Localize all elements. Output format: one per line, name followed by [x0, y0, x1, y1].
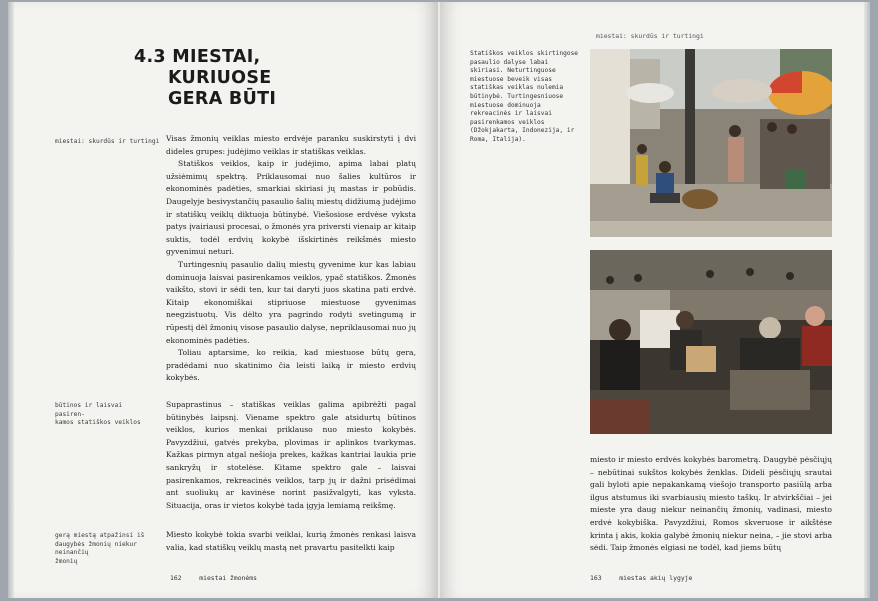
right-page: [440, 2, 870, 598]
left-page: [8, 2, 438, 598]
chapter-title-line: GERA BŪTI: [168, 89, 277, 109]
body-text-block-2: [166, 399, 416, 512]
paragraph: Toliau aptarsime, ko reikia, kad miestuose būtų gera, pradėdami nuo skatinimo čia leisti laiką ir miesto erdvių kokybės.: [166, 348, 416, 383]
side-note-rich-poor: miestai: skurdūs ir turtingi: [55, 138, 160, 145]
paragraph: Visas žmonių veiklas miesto erdvėje paranku suskirstyti į dvi dideles grupes: judėjimo veiklas ir statiškas veiklas.: [166, 134, 416, 156]
footer-label: miestas akių lygyje: [619, 574, 693, 582]
page-footer: [590, 574, 692, 582]
chapter-title: [134, 47, 334, 110]
market-street-photo: [590, 49, 832, 237]
paragraph: Statiškos veiklos, kaip ir judėjimo, apima labai platų užsiėmimų spektrą. Priklausomai nuo šalies kultūros ir ekonominės padėties, smarkiai skiriasi jų mastas ir pobūdis. Daugelyje besivystančių pasaulio šalių miestų didžiumą judėjimo ir statiškų veiklų diktuoja būtinybė. Viešosiose erdvėse vyksta patys įvairiausi procesai, o žmonės yra priversti vienaip ar kitaip suktis, todėl erdvių kokybė išskirtinės reikšmės miesto gyvenimui neturi.: [166, 159, 416, 257]
chapter-title-line: KURIUOSE: [168, 68, 272, 88]
page-footer: [170, 574, 257, 582]
side-note-good-city: gerą miestą atpažinsi iš daugybės žmonių niekur neinančių žmonių: [55, 532, 145, 565]
paragraph: Supaprastinus – statiškas veiklas galima apibrėžti pagal būtinybės laipsnį. Viename spektro gale atsidurtų būtinos veiklos, kurios menkai priklauso nuo miesto kokybės. Pavyzdžiui, gatvės prekyba, plovimas ir aplinkos tvarkymas. Kažkas pirmyn atgal nešioja prekes, kažkas kantriai laukia prie sankryžų ir stotelėse. Kitame spektro gale – laisvai pasirenkamos, rekreacinės veiklos, tarp jų ir dažni prisėdimai ant suoliukų ar kavinėse norint pasižvalgyti, kas vyksta. Situacija, oras ir vietos kokybė tada įgyja lemiamą reikšmę.: [166, 400, 416, 510]
market-photo-illustration: [590, 49, 832, 237]
book-spread: [8, 2, 870, 598]
body-text-block-1: [166, 133, 416, 385]
cafe-photo-illustration: [590, 250, 832, 434]
footer-label: miestai žmonėms: [199, 574, 257, 582]
page-edge: [8, 2, 14, 598]
paragraph: Miesto kokybė tokia svarbi veiklai, kurią žmonės renkasi laisva valia, kad statiškų veiklų mastą net pravartu pasitelkti kaip: [166, 530, 416, 552]
paragraph: miesto ir miesto erdvės kokybės barometrą. Daugybė pėsčiųjų – nebūtinai sukštos kokybės ženklas. Dideli pėsčiųjų srautai gali byloti apie nepakankamą viešojo transporto pasiūlą arba ilgus atstumus iki svarbiausių miesto taškų. Ir atvirkščiai – jei miestе yra daug niekur neinančių žmonių, vadinasi, miesto erdvė kokybiška. Pavyzdžiui, Romos skveruose ir aikštėse krinta į akis, kokia galybė žmonių niekur neina, – jie stovi arba sėdi. Taip žmonės elgiasi ne todėl, kad jiems būtų: [590, 455, 832, 553]
running-head: miestai: skurdūs ir turtingi: [596, 32, 704, 40]
side-note-necessary-optional: būtinos ir laisvai pasiren- kamos statiškos veiklos: [55, 402, 141, 427]
cafe-terrace-photo: [590, 250, 832, 434]
page-number: 162: [170, 574, 182, 582]
photo-caption: Statiškos veiklos skirtingose pasaulio dalyse labai skiriasi. Neturtinguose miestuose beveik visas statiškas veiklas nulemia būtinybė. Turtingesniuose miestuose dominuoja rekreacinės ir laisvai pasirenkamos veiklos (Džokjakarta, Indonezija, ir Roma, Italija).: [470, 50, 579, 143]
right-body-text: [590, 454, 832, 555]
page-edge: [864, 2, 870, 598]
chapter-title-line: 4.3 MIESTAI,: [134, 47, 261, 67]
body-text-block-3: [166, 529, 416, 554]
paragraph: Turtingesnių pasaulio dalių miestų gyvenime kur kas labiau dominuoja laisvai pasirenkamos veiklos, ypač statiškos. Žmonės vaikšto, stovi ir sėdi ten, kur tai daryti juos skatina pati erdvė. Kitaip ekonomiškai stipriuose miestuose gyvenimas neegzistuotų. Vis dėlto yra pagrindo rodyti svetingumą ir rūpestį dėl žmonių visose pasaulio dalyse, nepriklausomai nuo jų ekonominės padėties.: [166, 259, 416, 345]
page-number: 163: [590, 574, 602, 582]
